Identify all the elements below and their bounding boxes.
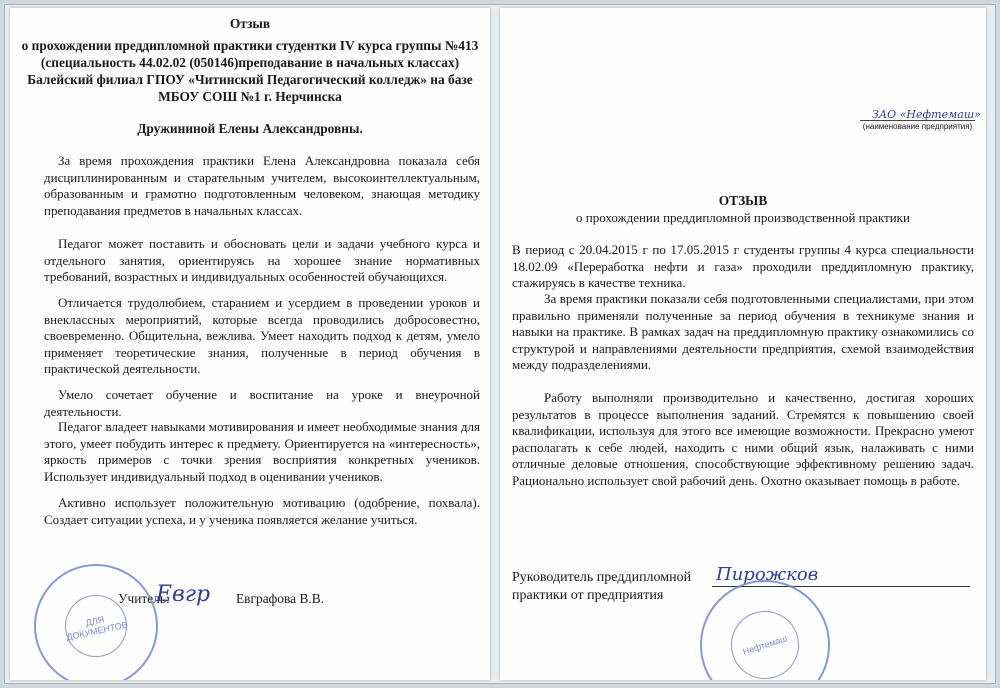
right-signature: Пирожков — [716, 564, 819, 585]
right-stamp-text: Нефтемаш — [741, 633, 789, 657]
right-sign-line-2: практики от предприятия — [512, 588, 664, 603]
left-paragraph-4: Умело сочетает обучение и воспитание на уроке и внеурочной деятельности. — [44, 387, 480, 419]
left-title: Отзыв — [229, 16, 271, 31]
left-subtitle-line-1: о прохождении преддипломной практики студентки IV курса группы №413 — [21, 38, 479, 53]
right-org-caption: (наименование предприятия) — [862, 122, 973, 131]
left-paragraph-3: Отличается трудолюбием, старанием и усердием в проведении уроков и внеклассных мероприятий, которые всегда проводились добросовестно, своевременно. Общительна, вежлива. Умеет находить подход к детям, умело применяет теоретические знания, полученные в период обучения в практической деятельности. — [44, 295, 480, 377]
left-sign-name: Евграфова В.В. — [236, 591, 325, 606]
left-paragraph-5: Педагог владеет навыками мотивирования и имеет необходимые знания для этого, умеет побудить интерес к предмету. Ориентируется на «интересность», яркость примеров с точки зрения восприятия конкретных учеников. Использует индивидуальный подход в оценивании учеников. — [44, 419, 480, 484]
left-stamp-text: ДЛЯ ДОКУМЕНТОВ — [65, 614, 129, 643]
left-signature: Евгр — [156, 582, 211, 607]
right-title: ОТЗЫВ — [718, 193, 768, 208]
left-student-name: Дружининой Елены Александровны. — [137, 121, 363, 136]
right-paragraph-2: За время практики показали себя подготовленными специалистами, при этом правильно применяли полученные за период обучения в техникуме знания и навыки на практике. В рамках задач на преддипломную практику ознакомились со структурой и направлениями деятельности предприятия, схемой взаимодействия между подразделениями. — [512, 291, 974, 373]
left-paragraph-2: Педагог может поставить и обосновать цели и задачи учебного курса и отдельного занятия, ориентируясь на хорошее знание нормативных требований, возрастных и индивидуальных особенностей обучающихся. — [44, 236, 480, 285]
right-paragraph-1: В период с 20.04.2015 г по 17.05.2015 г студенты группы 4 курса специальности 18.02.09 «Переработка нефти и газа» проходили преддипломную практику, стажируясь в качестве техника. — [512, 242, 974, 291]
left-paragraph-6: Активно использует положительную мотивацию (одобрение, похвала). Создает ситуации успеха, и у ученика появляется желание учиться. — [44, 495, 480, 527]
left-round-stamp — [22, 552, 169, 680]
right-sign-line-1: Руководитель преддипломной — [512, 570, 692, 585]
right-paragraph-3: Работу выполняли производительно и качественно, достигая хороших результатов в процессе выполнения заданий. Стремятся к повышению своей квалификации, используя для этого все имеющие возможности. Прекрасно умеют располагать к себе людей, находить с ними общий язык, налаживать с ними отличные деловые отношения, способствующие эффективному решению задач. Рационально использует свой рабочий день. Охотно оказывает помощь в работе. — [512, 390, 974, 488]
left-subtitle-line-3: Балейский филиал ГПОУ «Читинский Педагогический колледж» на базе — [27, 72, 473, 87]
left-subtitle-line-2: (специальность 44.02.02 (050146)преподавание в начальных классах) — [40, 55, 460, 70]
right-review-page — [500, 8, 986, 680]
right-round-stamp — [683, 563, 847, 680]
left-review-page — [10, 8, 490, 680]
right-org-line — [860, 120, 975, 121]
left-sign-label: Учитель: — [118, 591, 170, 606]
right-subtitle: о прохождении преддипломной производственной практики — [576, 210, 910, 225]
left-subtitle-line-4: МБОУ СОШ №1 г. Нерчинска — [158, 89, 342, 104]
right-org-handwritten: ЗАО «Нефтемаш» — [872, 108, 981, 121]
left-paragraph-1: За время прохождения практики Елена Александровна показала себя дисциплинированным и старательным учителем, высокоинтеллектуальным, образованным и грамотно подготовленным человеком, знающая методику преподавания предметов в начальных классах. — [44, 153, 480, 218]
